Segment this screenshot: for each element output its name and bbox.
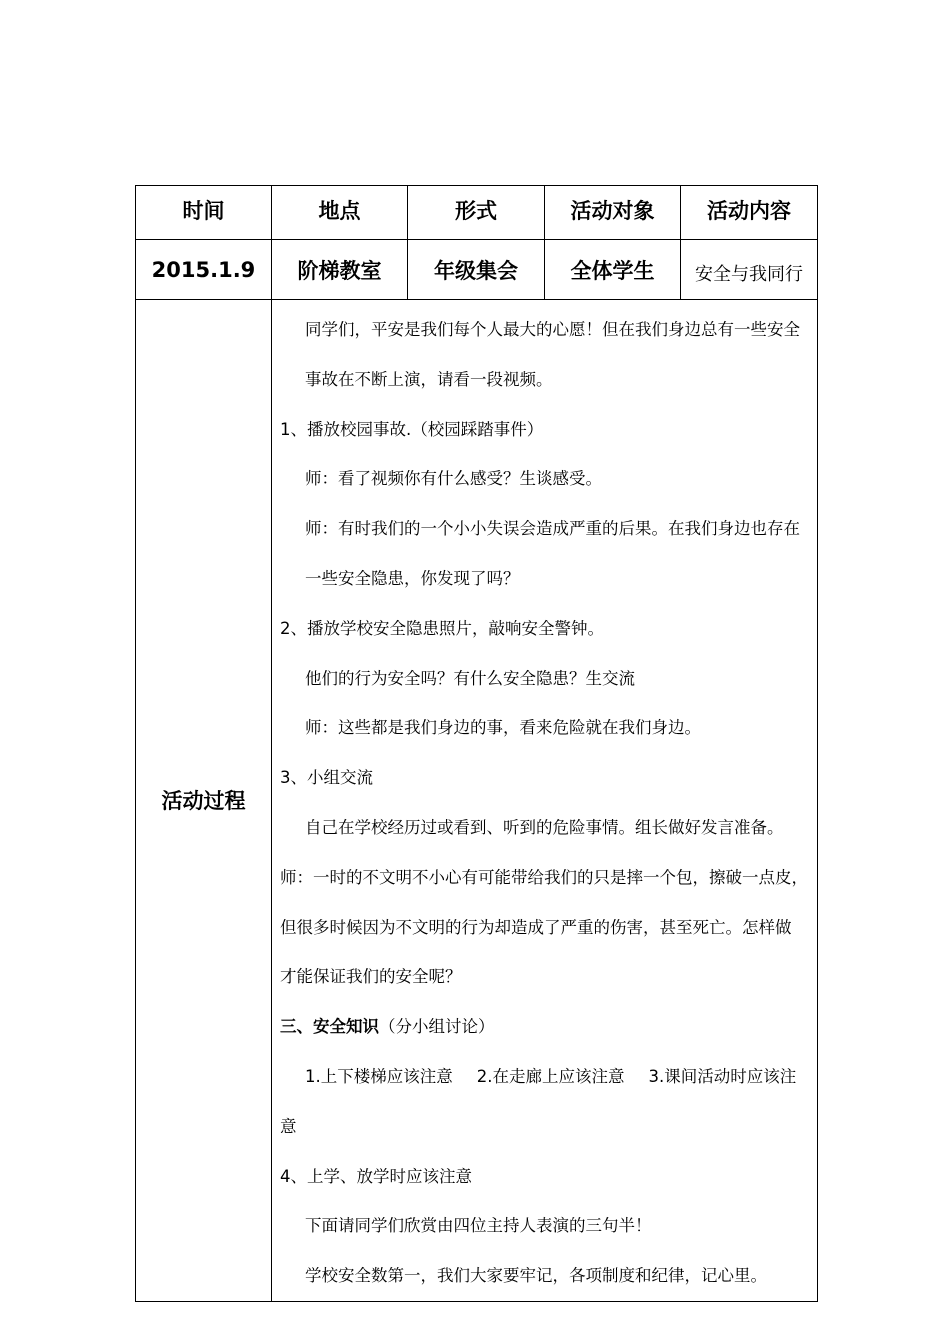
section-heading: 三、安全知识 [280, 1017, 379, 1037]
content-line: 3、小组交流 [280, 768, 373, 788]
content-line: 2、播放学校安全隐患照片，敲响安全警钟。 [280, 618, 604, 638]
item-stairs: 1.上下楼梯应该注意 [305, 1066, 453, 1086]
content-line: 一些安全隐患，你发现了吗？ [305, 568, 520, 588]
section-heading-note: （分小组讨论） [379, 1017, 495, 1037]
content-line: 自己在学校经历过或看到、听到的危险事情。组长做好发言准备。 [305, 817, 784, 837]
content-line: 学校安全数第一，我们大家要牢记，各项制度和纪律，记心里。 [305, 1266, 767, 1286]
content-line: 1、播放校园事故.（校园踩踏事件） [280, 419, 544, 439]
value-format: 年级集会 [408, 240, 545, 300]
content-line: 他们的行为安全吗？有什么安全隐患？生交流 [305, 668, 635, 688]
header-time: 时间 [136, 186, 272, 240]
content-line-items [272, 1052, 817, 1102]
content-line: 意 [280, 1116, 297, 1136]
content-line: 师：这些都是我们身边的事，看来危险就在我们身边。 [305, 718, 701, 738]
value-content: 安全与我同行 [681, 240, 818, 300]
content-line: 师：一时的不文明不小心有可能带给我们的只是摔一个包，擦破一点皮， [280, 867, 808, 887]
content-line: 才能保证我们的安全呢？ [280, 967, 462, 987]
item-corridor: 2.在走廊上应该注意 [476, 1066, 625, 1086]
content-line: 4、上学、放学时应该注意 [280, 1166, 472, 1186]
header-location: 地点 [272, 186, 408, 240]
item-recess: 3.课间活动时应该注 [648, 1066, 797, 1086]
header-audience: 活动对象 [545, 186, 681, 240]
content-line: 师：看了视频你有什么感受？生谈感受。 [305, 469, 602, 489]
header-format: 形式 [408, 186, 545, 240]
value-audience: 全体学生 [545, 240, 681, 300]
content-line: 师：有时我们的一个小小失误会造成严重的后果。在我们身边也存在 [305, 519, 800, 539]
content-line: 事故在不断上演，请看一段视频。 [305, 369, 553, 389]
header-row [136, 186, 818, 240]
process-content [272, 300, 818, 1302]
content-line: 但很多时候因为不文明的行为却造成了严重的伤害，甚至死亡。怎样做 [280, 917, 792, 937]
process-row [136, 300, 818, 1302]
content-line-heading [272, 1002, 817, 1052]
process-label: 活动过程 [136, 300, 272, 1302]
header-content: 活动内容 [681, 186, 818, 240]
content-line: 同学们，平安是我们每个人最大的心愿！但在我们身边总有一些安全 [305, 320, 800, 339]
value-time: 2015.1.9 [136, 240, 272, 300]
content-line: 下面请同学们欣赏由四位主持人表演的三句半！ [305, 1216, 652, 1236]
value-location: 阶梯教室 [272, 240, 408, 300]
activity-table [135, 185, 818, 1302]
value-row [136, 240, 818, 300]
